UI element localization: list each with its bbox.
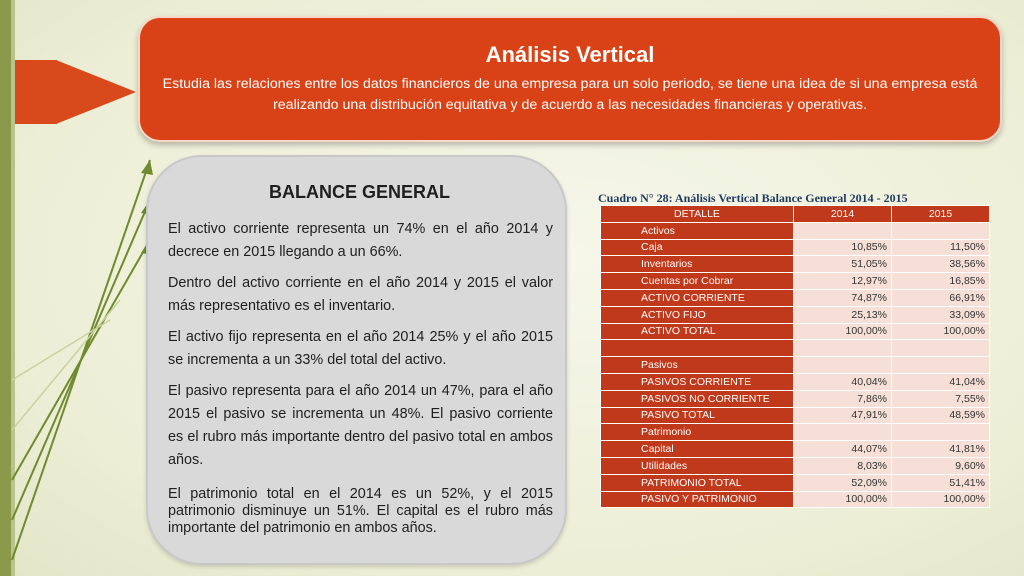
- row-label: Inventarios: [601, 256, 794, 273]
- row-value-2014: [794, 424, 892, 441]
- row-value-2014: 100,00%: [794, 491, 892, 508]
- table-row: [601, 340, 990, 357]
- table-row: [601, 306, 990, 323]
- row-value-2014: 74,87%: [794, 289, 892, 306]
- row-label: Cuentas por Cobrar: [601, 273, 794, 290]
- table-header-row: [601, 206, 990, 223]
- row-label: ACTIVO FIJO: [601, 306, 794, 323]
- row-value-2015: 51,41%: [892, 474, 990, 491]
- header-2015: 2015: [892, 206, 990, 223]
- row-label: [601, 340, 794, 357]
- row-label: Pasivos: [601, 357, 794, 374]
- header-detalle: DETALLE: [601, 206, 794, 223]
- table-row: [601, 273, 990, 290]
- row-label: PASIVOS CORRIENTE: [601, 373, 794, 390]
- balance-paragraph-5: El patrimonio total en el 2014 es un 52%, y el 2015 patrimonio disminuye un 51%. El capital es el rubro más importante del patrimonio en ambos años.: [168, 486, 553, 536]
- row-value-2014: 52,09%: [794, 474, 892, 491]
- balance-paragraph-4: El pasivo representa para el año 2014 un 47%, para el año 2015 el pasivo se incrementa un 48%. El pasivo corriente es el rubro más importante dentro del pasivo total en ambos años.: [168, 383, 553, 468]
- balance-paragraph-1: El activo corriente representa un 74% en el año 2014 y decrece en 2015 llegando a un 66%.: [168, 221, 553, 260]
- header-2014: 2014: [794, 206, 892, 223]
- row-label: PASIVO TOTAL: [601, 407, 794, 424]
- row-label: Utilidades: [601, 457, 794, 474]
- row-value-2014: [794, 222, 892, 239]
- row-value-2015: 7,55%: [892, 390, 990, 407]
- header-pointer-stem: [15, 60, 57, 124]
- table-row: [601, 239, 990, 256]
- row-value-2014: 44,07%: [794, 441, 892, 458]
- row-label: PASIVO Y PATRIMONIO: [601, 491, 794, 508]
- row-value-2015: [892, 424, 990, 441]
- header-pointer-arrow: [56, 60, 136, 124]
- row-label: ACTIVO TOTAL: [601, 323, 794, 340]
- vertical-analysis-table: [600, 205, 990, 508]
- balance-title: BALANCE GENERAL: [269, 182, 451, 202]
- row-value-2015: [892, 340, 990, 357]
- row-value-2015: 41,81%: [892, 441, 990, 458]
- page-title: Análisis Vertical: [485, 42, 655, 67]
- row-value-2015: 33,09%: [892, 306, 990, 323]
- row-value-2015: 48,59%: [892, 407, 990, 424]
- row-label: Caja: [601, 239, 794, 256]
- table-row: [601, 373, 990, 390]
- row-value-2014: 25,13%: [794, 306, 892, 323]
- table-row: [601, 441, 990, 458]
- row-value-2015: 66,91%: [892, 289, 990, 306]
- table-row: [601, 491, 990, 508]
- page-subtitle: Estudia las relaciones entre los datos financieros de una empresa para un solo periodo, se tiene una idea de si una empresa está realizando una distribución equitativa y de acuerdo a las necesidades financieras y operativas.: [162, 76, 978, 113]
- row-label: PASIVOS NO CORRIENTE: [601, 390, 794, 407]
- row-value-2014: 100,00%: [794, 323, 892, 340]
- row-value-2015: 41,04%: [892, 373, 990, 390]
- row-label: Capital: [601, 441, 794, 458]
- balance-paragraph-3: El activo fijo representa en el año 2014 25% y el año 2015 se incrementa a un 33% del total del activo.: [168, 329, 553, 368]
- row-label: Activos: [601, 222, 794, 239]
- row-label: PATRIMONIO TOTAL: [601, 474, 794, 491]
- row-value-2014: [794, 340, 892, 357]
- table-row: [601, 256, 990, 273]
- row-value-2015: 100,00%: [892, 323, 990, 340]
- table-row: [601, 390, 990, 407]
- row-label: ACTIVO CORRIENTE: [601, 289, 794, 306]
- table-row: [601, 222, 990, 239]
- row-value-2015: [892, 357, 990, 374]
- row-value-2014: 12,97%: [794, 273, 892, 290]
- table-row: [601, 357, 990, 374]
- row-value-2015: 11,50%: [892, 239, 990, 256]
- table-row: [601, 424, 990, 441]
- table-row: [601, 474, 990, 491]
- table-row: [601, 457, 990, 474]
- table-row: [601, 289, 990, 306]
- row-value-2014: 40,04%: [794, 373, 892, 390]
- row-value-2015: 38,56%: [892, 256, 990, 273]
- row-value-2014: 51,05%: [794, 256, 892, 273]
- row-value-2015: 100,00%: [892, 491, 990, 508]
- header-box: [138, 16, 1002, 142]
- row-value-2015: 9,60%: [892, 457, 990, 474]
- row-value-2014: [794, 357, 892, 374]
- row-label: Patrimonio: [601, 424, 794, 441]
- row-value-2014: 8,03%: [794, 457, 892, 474]
- table-row: [601, 407, 990, 424]
- row-value-2015: 16,85%: [892, 273, 990, 290]
- row-value-2014: 7,86%: [794, 390, 892, 407]
- table-row: [601, 323, 990, 340]
- row-value-2014: 10,85%: [794, 239, 892, 256]
- table-body: [601, 222, 990, 508]
- row-value-2014: 47,91%: [794, 407, 892, 424]
- row-value-2015: [892, 222, 990, 239]
- table-caption: Cuadro N° 28: Análisis Vertical Balance General 2014 - 2015: [598, 191, 908, 205]
- balance-paragraph-2: Dentro del activo corriente en el año 2014 y 2015 el valor más representativo es el inventario.: [168, 275, 553, 314]
